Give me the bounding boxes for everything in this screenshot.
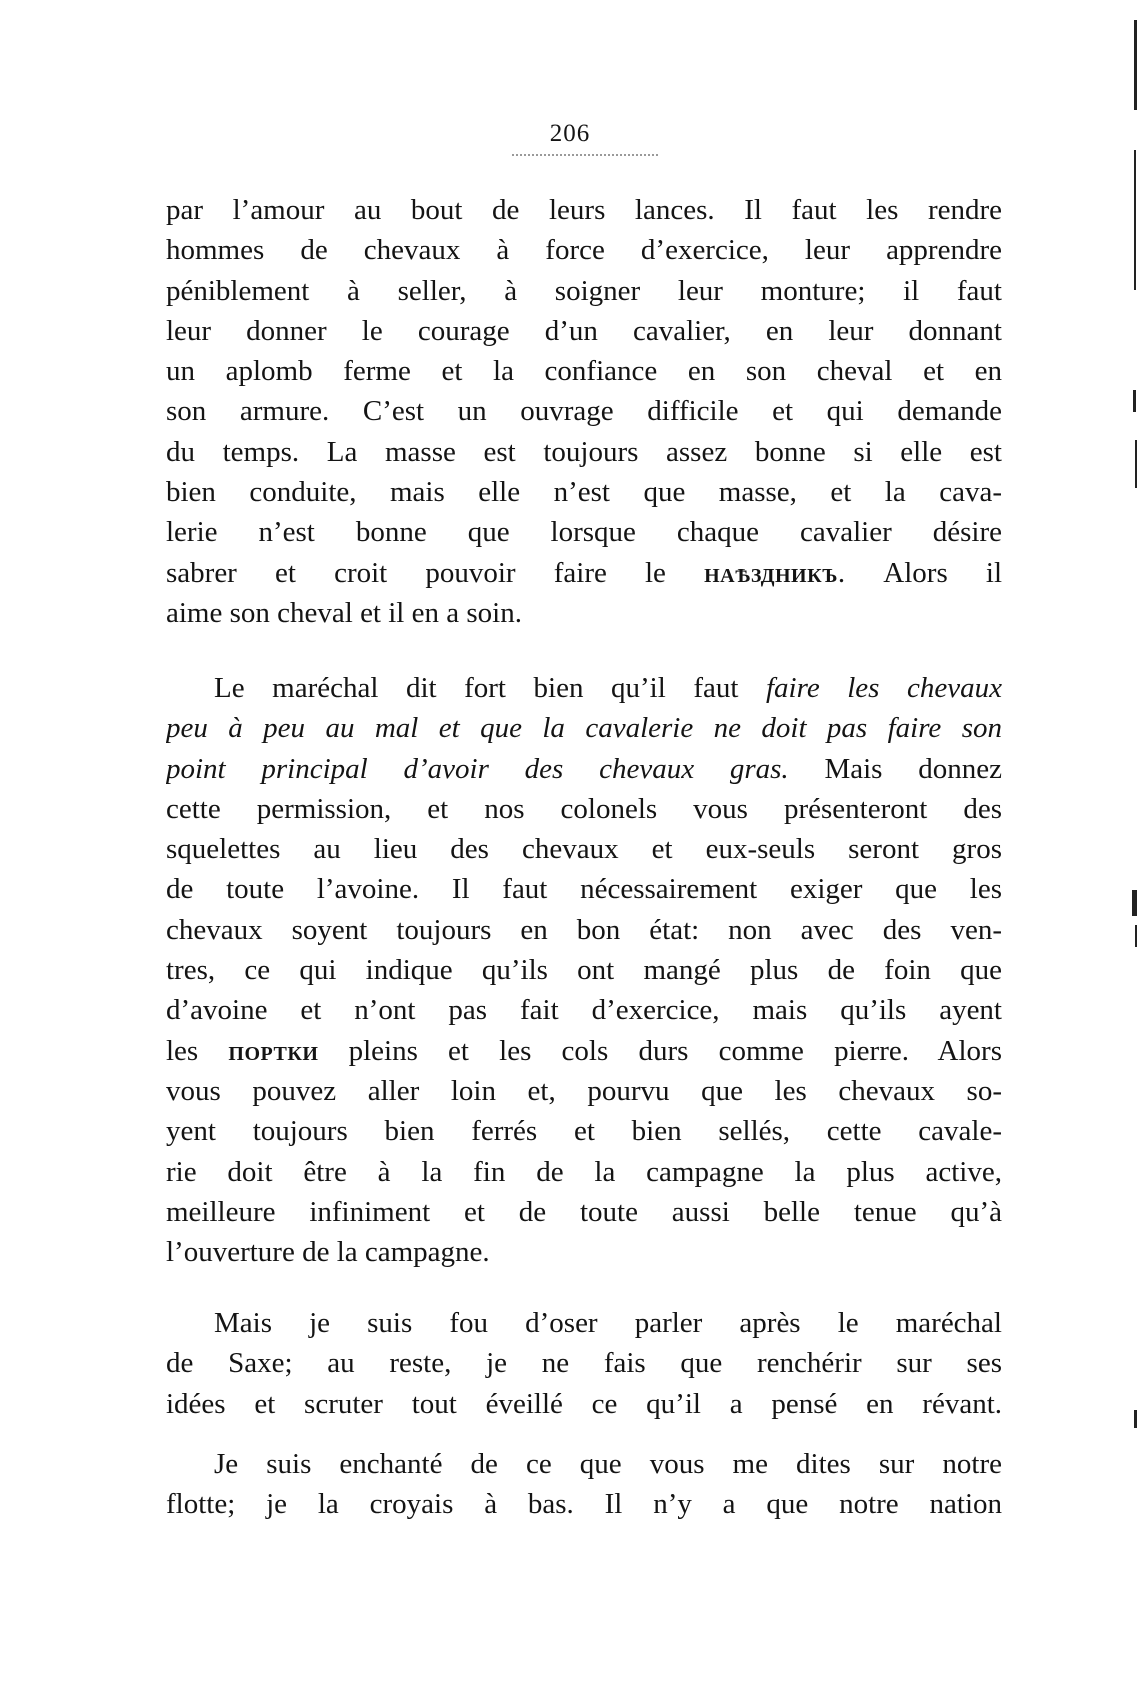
scan-edge-mark bbox=[1134, 20, 1137, 110]
text-segment: Le maréchal dit fort bien qu’il faut bbox=[214, 672, 739, 704]
paragraph-1 bbox=[166, 190, 1002, 633]
text-line: bien conduite, mais elle n’est que masse, et la cava- bbox=[166, 476, 1002, 509]
text-line: Mais je suis fou d’oser parler après le maréchal bbox=[214, 1307, 1002, 1339]
text-segment: . Alors il bbox=[837, 556, 1002, 589]
scan-edge-mark bbox=[1134, 150, 1136, 290]
text-line bbox=[166, 749, 1002, 789]
text-line: l’ouverture de la campagne. bbox=[166, 1236, 490, 1269]
text-line bbox=[166, 553, 1002, 593]
text-line: péniblement à seller, à soigner leur monture; il faut bbox=[166, 274, 1002, 307]
text-line: meilleure infiniment et de toute aussi belle tenue qu’à bbox=[166, 1195, 1002, 1228]
italic-quote: peu à peu au mal et que la cavalerie ne doit pas faire son bbox=[166, 712, 1002, 745]
text-line: par l’amour au bout de leurs lances. Il faut les rendre bbox=[166, 194, 1002, 226]
text-line: Je suis enchanté de ce que vous me dites sur notre bbox=[214, 1448, 1002, 1480]
scan-edge-mark bbox=[1133, 390, 1136, 412]
scan-edge-mark bbox=[1135, 440, 1137, 488]
scan-edge-mark bbox=[1132, 890, 1137, 916]
text-line: tres, ce qui indique qu’ils ont mangé plus de foin que bbox=[166, 954, 1002, 987]
russian-word: наѣздникъ bbox=[704, 556, 838, 589]
text-line: hommes de chevaux à force d’exercice, leur apprendre bbox=[166, 234, 1002, 267]
page-number: 206 bbox=[549, 120, 591, 147]
text-line: rie doit être à la fin de la campagne la plus active, bbox=[166, 1155, 1002, 1188]
scan-edge-mark bbox=[1135, 925, 1137, 947]
text-line: idées et scruter tout éveillé ce qu’il a pensé en révant. bbox=[166, 1387, 1002, 1420]
text-segment: pleins et les cols durs comme pierre. Alors bbox=[348, 1034, 1002, 1067]
italic-quote: point principal d’avoir des chevaux gras. bbox=[166, 752, 789, 785]
scan-edge-mark bbox=[1134, 1410, 1137, 1428]
text-line bbox=[166, 1031, 1002, 1071]
italic-quote: faire les chevaux bbox=[766, 672, 1002, 704]
text-line: leur donner le courage d’un cavalier, en leur donnant bbox=[166, 314, 1002, 347]
text-line: yent toujours bien ferrés et bien sellés, cette cavale- bbox=[166, 1115, 1002, 1148]
paragraph-3 bbox=[166, 1303, 1002, 1424]
text-segment: les bbox=[166, 1034, 199, 1067]
text-line: de Saxe; au reste, je ne fais que renchérir sur ses bbox=[166, 1347, 1002, 1380]
text-segment: Mais donnez bbox=[824, 752, 1002, 785]
text-line: aime son cheval et il en a soin. bbox=[166, 596, 522, 629]
text-line: flotte; je la croyais à bas. Il n’y a que notre nation bbox=[166, 1488, 1002, 1521]
text-line: un aplomb ferme et la confiance en son cheval et en bbox=[166, 355, 1002, 388]
text-line: de toute l’avoine. Il faut nécessairement exiger que les bbox=[166, 873, 1002, 906]
header-rule bbox=[512, 154, 658, 156]
paragraph-2 bbox=[166, 668, 1002, 1272]
text-line: cette permission, et nos colonels vous présenteront des bbox=[166, 792, 1002, 825]
text-segment: sabrer et croit pouvoir faire le bbox=[166, 556, 666, 589]
paragraph-4 bbox=[166, 1444, 1002, 1525]
text-line: vous pouvez aller loin et, pourvu que les chevaux so- bbox=[166, 1074, 1002, 1107]
russian-word: портки bbox=[228, 1034, 319, 1067]
text-line: squelettes au lieu des chevaux et eux-seuls seront gros bbox=[166, 833, 1002, 866]
text-line: du temps. La masse est toujours assez bonne si elle est bbox=[166, 435, 1002, 468]
text-line bbox=[166, 668, 1002, 708]
text-line: d’avoine et n’ont pas fait d’exercice, mais qu’ils ayent bbox=[166, 994, 1002, 1027]
text-line: chevaux soyent toujours en bon état: non avec des ven- bbox=[166, 913, 1002, 946]
text-line: son armure. C’est un ouvrage difficile et qui demande bbox=[166, 395, 1002, 428]
text-line: lerie n’est bonne que lorsque chaque cavalier désire bbox=[166, 516, 1002, 549]
